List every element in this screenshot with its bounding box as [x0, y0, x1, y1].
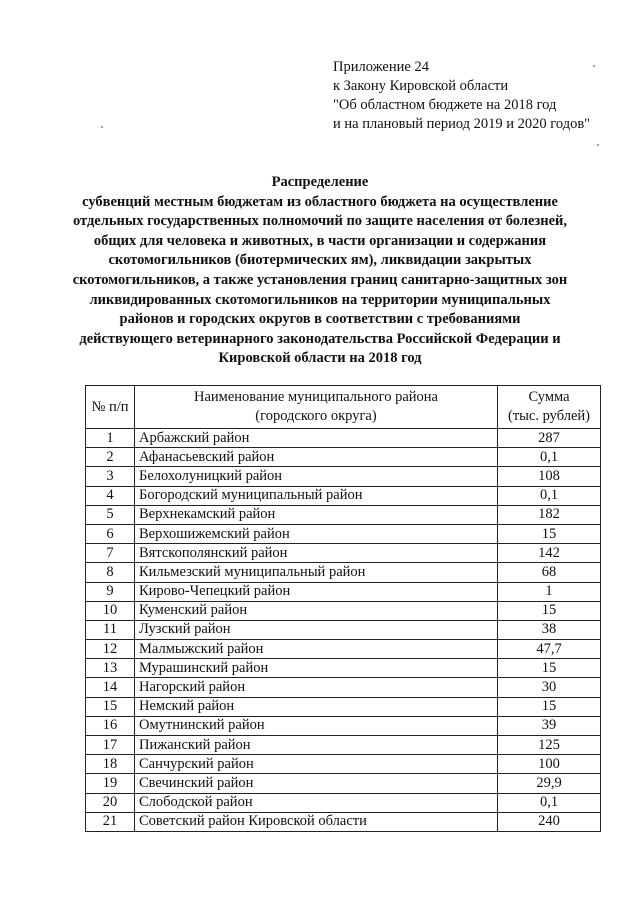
cell-name: Белохолуницкий район [135, 467, 498, 486]
cell-num: 15 [86, 697, 135, 716]
cell-num: 6 [86, 524, 135, 543]
table-row [86, 620, 601, 639]
table-body [86, 429, 601, 832]
cell-name: Слободской район [135, 793, 498, 812]
cell-num: 2 [86, 448, 135, 467]
cell-num: 16 [86, 716, 135, 735]
header-sum-line2: (тыс. рублей) [508, 408, 590, 424]
cell-sum: 240 [498, 812, 601, 831]
cell-name: Афанасьевский район [135, 448, 498, 467]
cell-name: Богородский муниципальный район [135, 486, 498, 505]
table-row [86, 563, 601, 582]
heading-line: скотомогильников, а также установления границ санитарно-защитных зон [72, 271, 568, 288]
cell-num: 21 [86, 812, 135, 831]
scan-speck [101, 126, 103, 128]
header-sum-line1: Сумма [528, 389, 570, 405]
cell-sum: 1 [498, 582, 601, 601]
cell-name: Нагорский район [135, 678, 498, 697]
cell-sum: 15 [498, 601, 601, 620]
cell-name: Арбажский район [135, 429, 498, 448]
cell-sum: 287 [498, 429, 601, 448]
cell-sum: 0,1 [498, 448, 601, 467]
heading-line: субвенций местным бюджетам из областного бюджета на осуществление [82, 193, 558, 210]
scan-speck [593, 65, 595, 67]
cell-name: Вятскополянский район [135, 544, 498, 563]
table-row [86, 505, 601, 524]
cell-num: 11 [86, 620, 135, 639]
table-row [86, 697, 601, 716]
cell-sum: 15 [498, 524, 601, 543]
cell-sum: 15 [498, 659, 601, 678]
table-row [86, 544, 601, 563]
cell-sum: 182 [498, 505, 601, 524]
cell-sum: 0,1 [498, 793, 601, 812]
table-row [86, 812, 601, 831]
table-row [86, 601, 601, 620]
cell-num: 14 [86, 678, 135, 697]
cell-num: 19 [86, 774, 135, 793]
cell-num: 5 [86, 505, 135, 524]
cell-num: 7 [86, 544, 135, 563]
cell-name: Кильмезский муниципальный район [135, 563, 498, 582]
cell-sum: 108 [498, 467, 601, 486]
table-row [86, 736, 601, 755]
annex-block [333, 58, 590, 134]
cell-name: Куменский район [135, 601, 498, 620]
heading-line: районов и городских округов в соответствии с требованиями [119, 311, 521, 328]
header-sum [498, 386, 601, 429]
table-row [86, 659, 601, 678]
table-row [86, 486, 601, 505]
table-row [86, 640, 601, 659]
cell-num: 17 [86, 736, 135, 755]
cell-name: Верхошижемский район [135, 524, 498, 543]
cell-name: Советский район Кировской области [135, 812, 498, 831]
header-name [135, 386, 498, 429]
annex-line: и на плановый период 2019 и 2020 годов" [333, 116, 591, 132]
cell-name: Лузский район [135, 620, 498, 639]
table-row [86, 678, 601, 697]
header-num: № п/п [86, 386, 135, 429]
cell-name: Верхнекамский район [135, 505, 498, 524]
table-row [86, 582, 601, 601]
cell-name: Немский район [135, 697, 498, 716]
cell-sum: 100 [498, 755, 601, 774]
cell-name: Свечинский район [135, 774, 498, 793]
cell-sum: 68 [498, 563, 601, 582]
cell-num: 1 [86, 429, 135, 448]
table-row [86, 448, 601, 467]
heading-line: общих для человека и животных, в части организации и содержания [93, 232, 547, 249]
cell-name: Пижанский район [135, 736, 498, 755]
cell-sum: 29,9 [498, 774, 601, 793]
cell-name: Малмыжский район [135, 640, 498, 659]
cell-sum: 0,1 [498, 486, 601, 505]
cell-sum: 39 [498, 716, 601, 735]
table-row [86, 524, 601, 543]
cell-name: Кирово-Чепецкий район [135, 582, 498, 601]
heading-line: отдельных государственных полномочий по защите населения от болезней, [72, 213, 568, 230]
table-row [86, 774, 601, 793]
cell-name: Омутнинский район [135, 716, 498, 735]
heading-line: действующего ветеринарного законодательства Российской Федерации и [79, 330, 561, 347]
cell-sum: 15 [498, 697, 601, 716]
cell-sum: 125 [498, 736, 601, 755]
cell-num: 8 [86, 563, 135, 582]
cell-sum: 30 [498, 678, 601, 697]
cell-num: 10 [86, 601, 135, 620]
annex-line: Приложение 24 [333, 59, 429, 75]
table-row [86, 716, 601, 735]
cell-num: 13 [86, 659, 135, 678]
cell-sum: 47,7 [498, 640, 601, 659]
header-name-line1: Наименование муниципального района [194, 389, 438, 405]
cell-num: 9 [86, 582, 135, 601]
cell-num: 18 [86, 755, 135, 774]
cell-name: Санчурский район [135, 755, 498, 774]
table-row [86, 793, 601, 812]
document-heading [0, 173, 640, 369]
heading-title: Распределение [271, 174, 369, 190]
heading-line: скотомогильников (биотермических ям), ликвидации закрытых [108, 252, 532, 269]
cell-num: 20 [86, 793, 135, 812]
header-name-line2: (городского округа) [255, 408, 377, 424]
cell-sum: 38 [498, 620, 601, 639]
table-row [86, 755, 601, 774]
cell-num: 4 [86, 486, 135, 505]
cell-name: Мурашинский район [135, 659, 498, 678]
scan-speck [597, 144, 599, 146]
table-row [86, 429, 601, 448]
cell-sum: 142 [498, 544, 601, 563]
table-header-row [86, 386, 601, 429]
cell-num: 12 [86, 640, 135, 659]
cell-num: 3 [86, 467, 135, 486]
distribution-table [85, 385, 601, 832]
heading-line: Кировской области на 2018 год [218, 350, 422, 367]
heading-line: ликвидированных скотомогильников на территории муниципальных [89, 291, 551, 308]
annex-line: к Закону Кировской области [333, 78, 509, 94]
annex-line: "Об областном бюджете на 2018 год [333, 97, 557, 113]
table-row [86, 467, 601, 486]
